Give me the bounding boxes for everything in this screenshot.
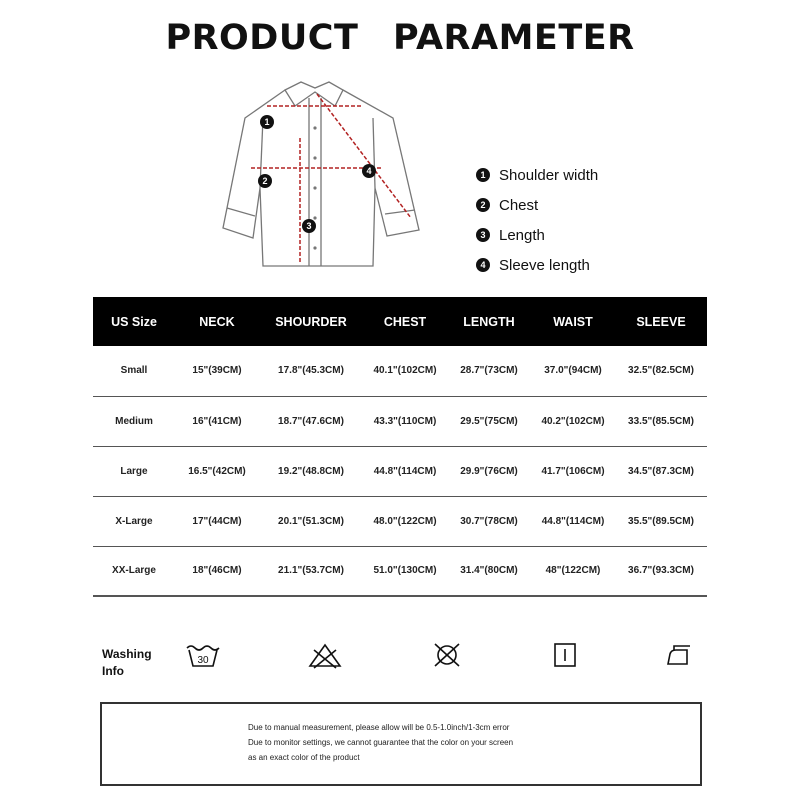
table-cell: 18.7"(47.6CM) — [259, 396, 363, 446]
table-header-row — [93, 297, 707, 346]
washing-label-line2: Info — [102, 664, 124, 678]
svg-text:1: 1 — [264, 117, 270, 127]
table-cell: XX-Large — [93, 546, 175, 596]
header-chest: CHEST — [363, 297, 447, 346]
measure-badges — [258, 115, 376, 233]
table-cell: 36.7"(93.3CM) — [615, 546, 707, 596]
drip-dry-icon — [546, 640, 584, 670]
legend-label: Sleeve length — [499, 256, 590, 274]
number-badge-icon: 2 — [476, 198, 490, 212]
legend-item-chest — [476, 190, 776, 220]
table-cell: Large — [93, 446, 175, 496]
header-us-size: US Size — [93, 297, 175, 346]
header-length: LENGTH — [447, 297, 531, 346]
number-badge-icon: 1 — [476, 168, 490, 182]
header-shoulder: SHOURDER — [259, 297, 363, 346]
table-row — [93, 546, 707, 596]
table-cell: 20.1"(51.3CM) — [259, 496, 363, 546]
table-cell: 16"(41CM) — [175, 396, 259, 446]
table-cell: 29.9"(76CM) — [447, 446, 531, 496]
table-cell: 48"(122CM) — [531, 546, 615, 596]
table-cell: 33.5"(85.5CM) — [615, 396, 707, 446]
table-cell: 51.0"(130CM) — [363, 546, 447, 596]
legend-item-length — [476, 220, 776, 250]
legend-label: Length — [499, 226, 545, 244]
table-cell: 41.7"(106CM) — [531, 446, 615, 496]
table-cell: 21.1"(53.7CM) — [259, 546, 363, 596]
table-cell: 40.2"(102CM) — [531, 396, 615, 446]
table-row — [93, 446, 707, 496]
do-not-bleach-icon — [306, 640, 344, 670]
table-cell: 37.0"(94CM) — [531, 346, 615, 396]
table-cell: 48.0"(122CM) — [363, 496, 447, 546]
svg-text:2: 2 — [262, 176, 268, 186]
table-cell: 34.5"(87.3CM) — [615, 446, 707, 496]
table-cell: 44.8"(114CM) — [531, 496, 615, 546]
svg-text:3: 3 — [306, 221, 312, 231]
table-cell: 31.4"(80CM) — [447, 546, 531, 596]
disclaimer-box — [100, 702, 702, 786]
legend-label: Shoulder width — [499, 166, 599, 184]
table-row — [93, 496, 707, 546]
page-title: PRODUCT PARAMETER — [165, 18, 635, 58]
table-cell: 44.8"(114CM) — [363, 446, 447, 496]
table-cell: X-Large — [93, 496, 175, 546]
table-cell: 29.5"(75CM) — [447, 396, 531, 446]
table-cell: 19.2"(48.8CM) — [259, 446, 363, 496]
table-cell: 28.7"(73CM) — [447, 346, 531, 396]
disclaimer-line: Due to monitor settings, we cannot guarantee that the color on your screen — [248, 738, 514, 747]
number-badge-icon: 4 — [476, 258, 490, 272]
shirt-diagram — [205, 78, 465, 278]
header-waist: WAIST — [531, 297, 615, 346]
table-cell: 43.3"(110CM) — [363, 396, 447, 446]
number-badge-icon: 3 — [476, 228, 490, 242]
wash-temp-text: 30 — [197, 655, 209, 666]
iron-icon — [660, 640, 698, 670]
table-cell: 17.8"(45.3CM) — [259, 346, 363, 396]
header-sleeve: SLEEVE — [615, 297, 707, 346]
disclaimer-line: as an exact color of the product — [248, 753, 360, 762]
washing-info-label — [102, 646, 152, 680]
table-cell: Medium — [93, 396, 175, 446]
table-cell: 40.1"(102CM) — [363, 346, 447, 396]
measurement-legend — [476, 160, 776, 280]
header-neck: NECK — [175, 297, 259, 346]
table-cell: 35.5"(89.5CM) — [615, 496, 707, 546]
washing-label-line1: Washing — [102, 647, 152, 661]
do-not-dry-clean-icon — [428, 640, 466, 670]
svg-text:4: 4 — [366, 166, 372, 176]
table-cell: 18"(46CM) — [175, 546, 259, 596]
legend-label: Chest — [499, 196, 539, 214]
table-cell: 17"(44CM) — [175, 496, 259, 546]
table-cell: 16.5"(42CM) — [175, 446, 259, 496]
legend-item-sleeve — [476, 250, 776, 280]
size-chart-table — [93, 297, 707, 597]
table-cell: Small — [93, 346, 175, 396]
table-cell: 30.7"(78CM) — [447, 496, 531, 546]
table-row — [93, 396, 707, 446]
legend-item-shoulder — [476, 160, 776, 190]
disclaimer-line: Due to manual measurement, please allow will be 0.5-1.0inch/1-3cm error — [248, 723, 510, 732]
table-cell: 15"(39CM) — [175, 346, 259, 396]
wash-30-icon — [184, 640, 222, 670]
table-cell: 32.5"(82.5CM) — [615, 346, 707, 396]
table-row — [93, 346, 707, 396]
